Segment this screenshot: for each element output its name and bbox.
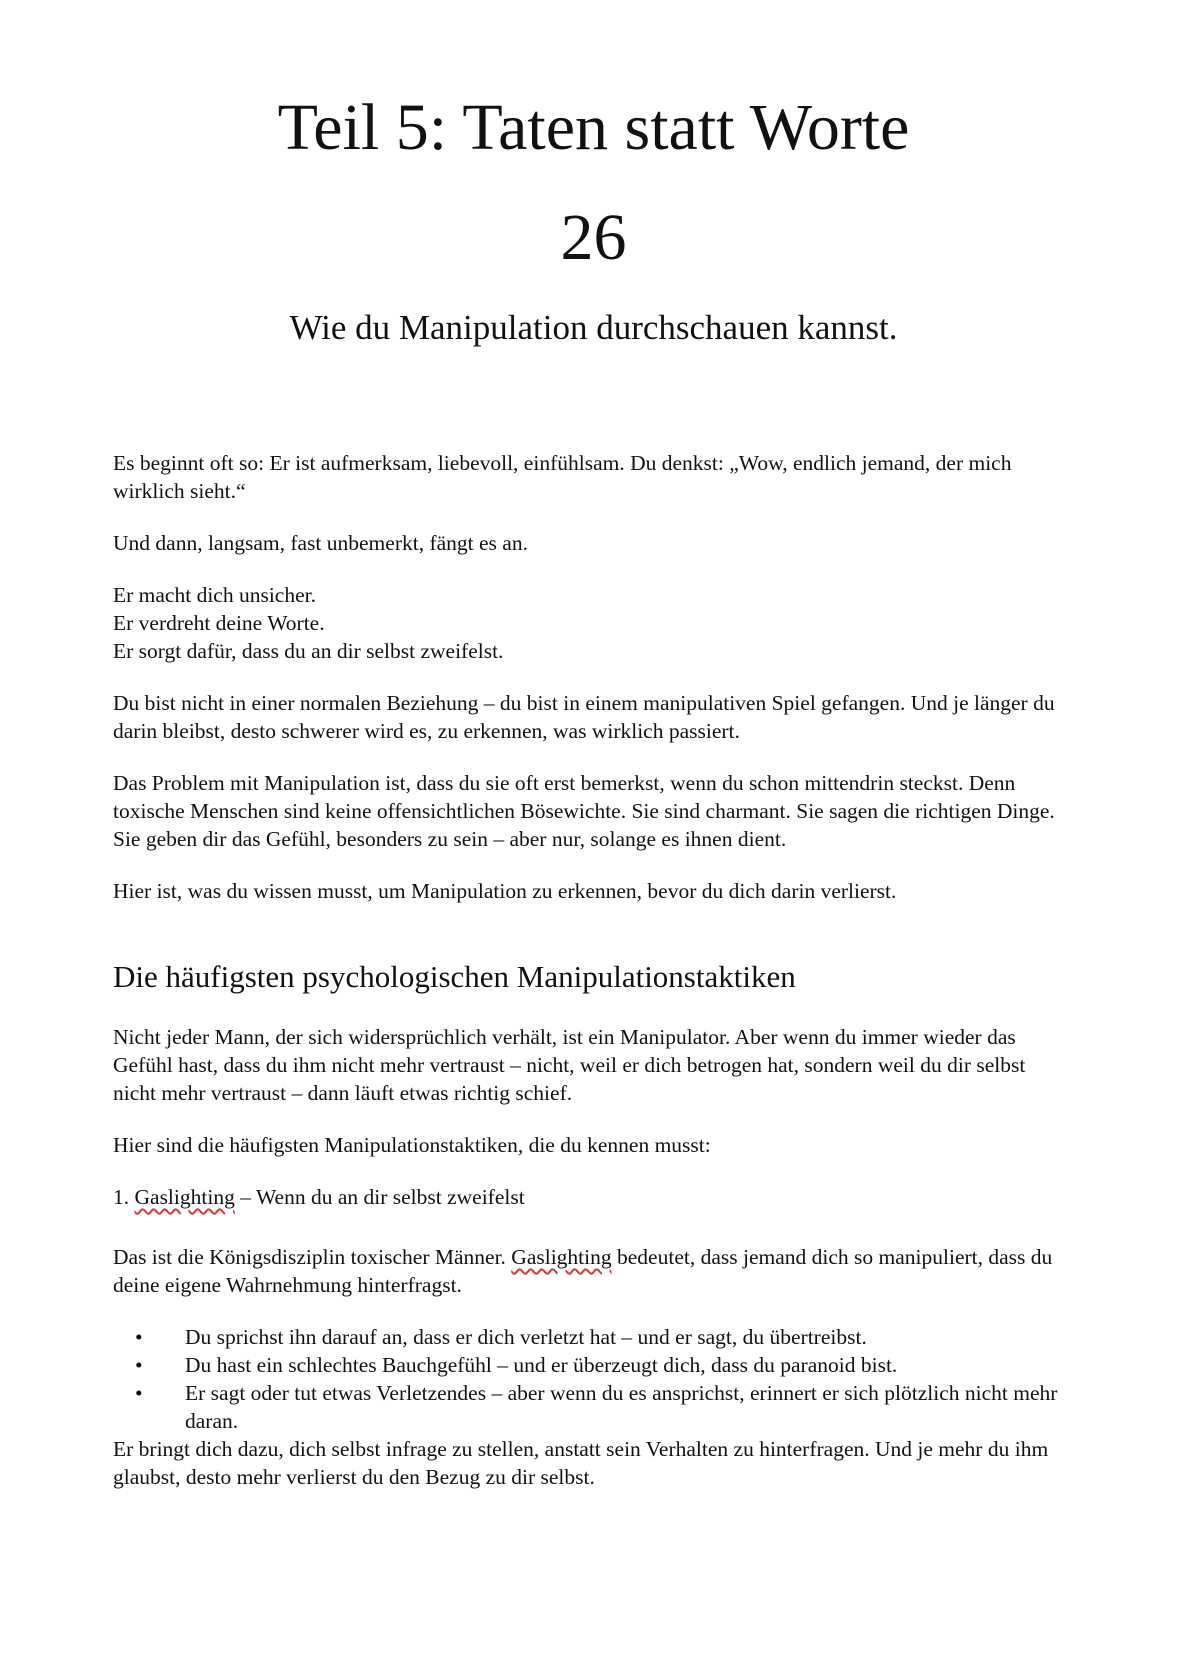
section-heading: Die häufigsten psychologischen Manipulationstaktiken: [113, 959, 796, 994]
bullet-icon: •: [135, 1381, 143, 1405]
paragraph-text: bedeutet, dass jemand dich so manipuliert, dass du deine eigene Wahrnehmung hinterfragst.: [113, 1245, 1053, 1297]
paragraph-text: Das ist die Königsdisziplin toxischer Männer.: [113, 1245, 512, 1269]
tactic-rest: – Wenn du an dir selbst zweifelst: [234, 1185, 525, 1209]
part-title: Teil 5: Taten statt Worte: [277, 91, 910, 164]
intro-line: Er verdreht deine Worte.: [113, 611, 325, 635]
bullet-list: [113, 1323, 1073, 1435]
gaslighting-term-misspelled[interactable]: Gaslighting: [511, 1245, 612, 1269]
document-body[interactable]: [113, 449, 1073, 1515]
chapter-title: Wie du Manipulation durchschauen kannst.: [289, 308, 898, 347]
intro-paragraph-4: Du bist nicht in einer normalen Beziehung – du bist in einem manipulativen Spiel gefangen. Und je länger du darin bleibst, desto schwerer wird es, zu erkennen, was wirklich passiert.: [113, 691, 1055, 743]
list-item: [113, 1323, 1073, 1351]
section-paragraph-1: Nicht jeder Mann, der sich widersprüchlich verhält, ist ein Manipulator. Aber wenn du immer wieder das Gefühl hast, dass du ihm nicht mehr vertraust – nicht, weil er dich betrogen hat, sondern weil du dir selbst nicht mehr vertraust – dann läuft etwas richtig schief.: [113, 1025, 1026, 1105]
chapter-number: 26: [560, 201, 627, 274]
list-item-text: Du hast ein schlechtes Bauchgefühl – und er überzeugt dich, dass du paranoid bist.: [185, 1353, 898, 1377]
tactic-term-misspelled[interactable]: Gaslighting: [134, 1185, 235, 1209]
list-item: [113, 1379, 1073, 1435]
intro-paragraph-6: Hier ist, was du wissen musst, um Manipulation zu erkennen, bevor du dich darin verlierst.: [113, 879, 897, 903]
section-paragraph-3: [113, 1243, 1073, 1299]
intro-line: Er sorgt dafür, dass du an dir selbst zweifelst.: [113, 639, 504, 663]
section-paragraph-2: Hier sind die häufigsten Manipulationstaktiken, die du kennen musst:: [113, 1133, 711, 1157]
bullet-icon: •: [135, 1353, 143, 1377]
list-item-text: Er sagt oder tut etwas Verletzendes – aber wenn du es ansprichst, erinnert er sich plötzlich nicht mehr daran.: [185, 1381, 1058, 1433]
intro-paragraph-3: [113, 581, 1073, 665]
tactic-item-1: [113, 1183, 1073, 1211]
list-item: [113, 1351, 1073, 1379]
tactic-number: 1.: [113, 1185, 130, 1209]
bullet-icon: •: [135, 1325, 143, 1349]
intro-paragraph-1: Es beginnt oft so: Er ist aufmerksam, liebevoll, einfühlsam. Du denkst: „Wow, endlich jemand, der mich wirklich sieht.“: [113, 451, 1012, 503]
intro-line: Er macht dich unsicher.: [113, 583, 316, 607]
intro-paragraph-5: Das Problem mit Manipulation ist, dass du sie oft erst bemerkst, wenn du schon mittendrin steckst. Denn toxische Menschen sind keine offensichtlichen Bösewichte. Sie sind charmant. Sie sagen die richtigen Dinge. Sie geben dir das Gefühl, besonders zu sein – aber nur, solange es ihnen dient.: [113, 771, 1055, 851]
intro-paragraph-2: Und dann, langsam, fast unbemerkt, fängt es an.: [113, 531, 528, 555]
list-item-text: Du sprichst ihn darauf an, dass er dich verletzt hat – und er sagt, du übertreibst.: [185, 1325, 867, 1349]
section-paragraph-4: Er bringt dich dazu, dich selbst infrage zu stellen, anstatt sein Verhalten zu hinterfragen. Und je mehr du ihm glaubst, desto mehr verlierst du den Bezug zu dir selbst.: [113, 1437, 1049, 1489]
